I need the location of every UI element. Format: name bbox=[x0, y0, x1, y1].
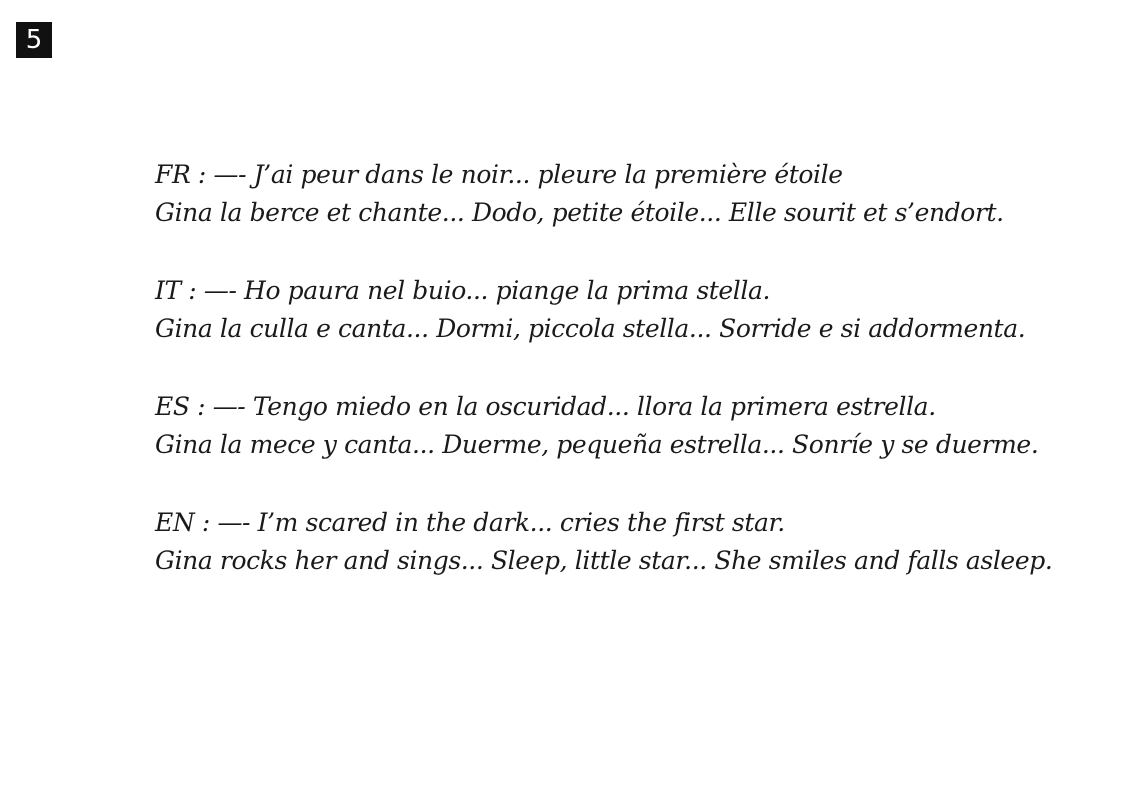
verse-line: EN : —- I’m scared in the dark... cries the first star. bbox=[155, 508, 785, 537]
verse-line: FR : —- J’ai peur dans le noir... pleure la première étoile bbox=[155, 160, 843, 189]
verse-line: IT : —- Ho paura nel buio... piange la prima stella. bbox=[155, 276, 771, 305]
page-number-badge: 5 bbox=[16, 22, 52, 58]
verse-es bbox=[155, 388, 1055, 464]
verse-line: Gina la mece y canta... Duerme, pequeña estrella... Sonríe y se duerme. bbox=[155, 430, 1039, 459]
verse-line: Gina la culla e canta... Dormi, piccola stella... Sorride e si addormenta. bbox=[155, 314, 1026, 343]
verse-fr bbox=[155, 156, 1055, 232]
verse-en bbox=[155, 504, 1055, 580]
verse-it bbox=[155, 272, 1055, 348]
verse-line: Gina la berce et chante... Dodo, petite étoile... Elle sourit et s’endort. bbox=[155, 198, 1004, 227]
verses-block bbox=[155, 156, 1055, 620]
verse-line: Gina rocks her and sings... Sleep, little star... She smiles and falls asleep. bbox=[155, 546, 1053, 575]
verse-line: ES : —- Tengo miedo en la oscuridad... llora la primera estrella. bbox=[155, 392, 936, 421]
